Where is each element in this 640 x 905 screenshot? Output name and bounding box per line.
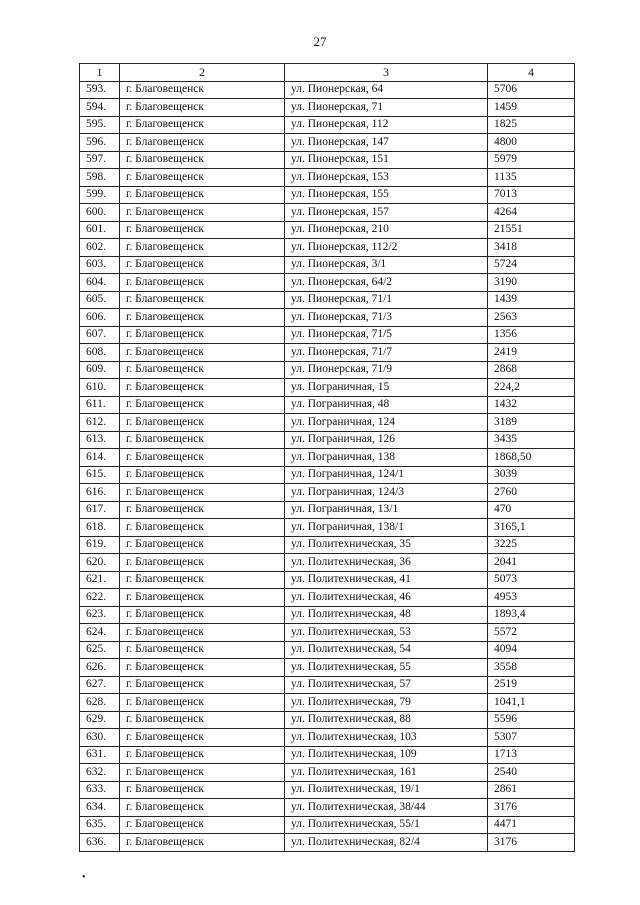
area-cell: 1868,50 [488,449,575,467]
city-cell: г. Благовещенск [120,449,285,467]
row-number-cell: 594. [80,99,120,117]
area-cell: 5706 [488,81,575,99]
area-cell: 1439 [488,291,575,309]
row-number-cell: 631. [80,746,120,764]
row-number-cell: 632. [80,764,120,782]
city-cell: г. Благовещенск [120,484,285,502]
city-cell: г. Благовещенск [120,256,285,274]
area-cell: 1713 [488,746,575,764]
address-cell: ул. Политехническая, 46 [285,589,488,607]
address-table [79,63,575,852]
city-cell: г. Благовещенск [120,641,285,659]
city-cell: г. Благовещенск [120,239,285,257]
row-number-cell: 627. [80,676,120,694]
row-number-cell: 617. [80,501,120,519]
table-row [80,309,575,327]
table-row [80,431,575,449]
row-number-cell: 606. [80,309,120,327]
area-cell: 1432 [488,396,575,414]
area-cell: 2041 [488,554,575,572]
row-number-cell: 610. [80,379,120,397]
area-cell: 3225 [488,536,575,554]
city-cell: г. Благовещенск [120,169,285,187]
row-number-cell: 595. [80,116,120,134]
city-cell: г. Благовещенск [120,816,285,834]
area-cell: 7013 [488,186,575,204]
address-cell: ул. Пионерская, 151 [285,151,488,169]
area-cell: 4264 [488,204,575,222]
area-cell: 3176 [488,799,575,817]
row-number-cell: 608. [80,344,120,362]
table-row [80,326,575,344]
address-cell: ул. Пионерская, 71 [285,99,488,117]
table-row [80,291,575,309]
row-number-cell: 633. [80,781,120,799]
city-cell: г. Благовещенск [120,781,285,799]
area-cell: 1893,4 [488,606,575,624]
city-cell: г. Благовещенск [120,344,285,362]
city-cell: г. Благовещенск [120,134,285,152]
table-row [80,659,575,677]
table-row [80,466,575,484]
address-cell: ул. Пионерская, 71/5 [285,326,488,344]
area-cell: 3176 [488,834,575,852]
area-cell: 2419 [488,344,575,362]
address-cell: ул. Политехническая, 88 [285,711,488,729]
area-cell: 5596 [488,711,575,729]
margin-dot: • [82,872,86,883]
table-row [80,239,575,257]
address-cell: ул. Политехническая, 55 [285,659,488,677]
table-row [80,711,575,729]
address-cell: ул. Пионерская, 64/2 [285,274,488,292]
table-row [80,589,575,607]
address-cell: ул. Пионерская, 112/2 [285,239,488,257]
table-row [80,746,575,764]
table-row [80,624,575,642]
table-row [80,641,575,659]
table-row [80,764,575,782]
area-cell: 2540 [488,764,575,782]
address-cell: ул. Политехническая, 38/44 [285,799,488,817]
city-cell: г. Благовещенск [120,554,285,572]
address-cell: ул. Политехническая, 55/1 [285,816,488,834]
area-cell: 3435 [488,431,575,449]
row-number-cell: 622. [80,589,120,607]
row-number-cell: 619. [80,536,120,554]
city-cell: г. Благовещенск [120,204,285,222]
row-number-cell: 620. [80,554,120,572]
city-cell: г. Благовещенск [120,291,285,309]
city-cell: г. Благовещенск [120,711,285,729]
address-cell: ул. Политехническая, 19/1 [285,781,488,799]
area-cell: 5979 [488,151,575,169]
table-row [80,221,575,239]
address-cell: ул. Политехническая, 48 [285,606,488,624]
row-number-cell: 598. [80,169,120,187]
city-cell: г. Благовещенск [120,606,285,624]
table-row [80,484,575,502]
city-cell: г. Благовещенск [120,834,285,852]
address-cell: ул. Пионерская, 71/3 [285,309,488,327]
area-cell: 5307 [488,729,575,747]
table-row [80,81,575,99]
table-row [80,151,575,169]
table-row [80,694,575,712]
row-number-cell: 601. [80,221,120,239]
address-cell: ул. Пограничная, 126 [285,431,488,449]
area-cell: 2519 [488,676,575,694]
row-number-cell: 607. [80,326,120,344]
table-row [80,396,575,414]
address-cell: ул. Пограничная, 138/1 [285,519,488,537]
area-cell: 4471 [488,816,575,834]
address-cell: ул. Пограничная, 15 [285,379,488,397]
table-body [80,81,575,851]
area-cell: 1041,1 [488,694,575,712]
row-number-cell: 604. [80,274,120,292]
area-cell: 3558 [488,659,575,677]
city-cell: г. Благовещенск [120,326,285,344]
city-cell: г. Благовещенск [120,151,285,169]
address-cell: ул. Пионерская, 153 [285,169,488,187]
city-cell: г. Благовещенск [120,799,285,817]
address-cell: ул. Пионерская, 147 [285,134,488,152]
table-row [80,606,575,624]
table-row [80,99,575,117]
row-number-cell: 628. [80,694,120,712]
table-row [80,676,575,694]
city-cell: г. Благовещенск [120,694,285,712]
row-number-cell: 614. [80,449,120,467]
address-cell: ул. Пионерская, 157 [285,204,488,222]
table-row [80,361,575,379]
area-cell: 4800 [488,134,575,152]
table-row [80,781,575,799]
table-row [80,414,575,432]
address-cell: ул. Пионерская, 64 [285,81,488,99]
area-cell: 4953 [488,589,575,607]
area-cell: 2861 [488,781,575,799]
address-cell: ул. Политехническая, 161 [285,764,488,782]
row-number-cell: 600. [80,204,120,222]
address-cell: ул. Пионерская, 71/7 [285,344,488,362]
city-cell: г. Благовещенск [120,309,285,327]
table-row [80,379,575,397]
table-row [80,501,575,519]
area-cell: 2760 [488,484,575,502]
table-row [80,834,575,852]
address-cell: ул. Пионерская, 210 [285,221,488,239]
row-number-cell: 626. [80,659,120,677]
row-number-cell: 636. [80,834,120,852]
city-cell: г. Благовещенск [120,274,285,292]
row-number-cell: 597. [80,151,120,169]
city-cell: г. Благовещенск [120,676,285,694]
table-row [80,571,575,589]
table-row [80,169,575,187]
area-cell: 3189 [488,414,575,432]
area-cell: 1356 [488,326,575,344]
city-cell: г. Благовещенск [120,764,285,782]
city-cell: г. Благовещенск [120,116,285,134]
city-cell: г. Благовещенск [120,361,285,379]
address-cell: ул. Пионерская, 71/1 [285,291,488,309]
table-row [80,799,575,817]
city-cell: г. Благовещенск [120,186,285,204]
city-cell: г. Благовещенск [120,81,285,99]
city-cell: г. Благовещенск [120,414,285,432]
address-cell: ул. Политехническая, 103 [285,729,488,747]
address-cell: ул. Политехническая, 79 [285,694,488,712]
address-cell: ул. Политехническая, 53 [285,624,488,642]
city-cell: г. Благовещенск [120,536,285,554]
address-cell: ул. Пионерская, 3/1 [285,256,488,274]
area-cell: 1135 [488,169,575,187]
address-cell: ул. Пионерская, 71/9 [285,361,488,379]
row-number-cell: 618. [80,519,120,537]
city-cell: г. Благовещенск [120,466,285,484]
address-cell: ул. Пограничная, 124 [285,414,488,432]
area-cell: 3039 [488,466,575,484]
city-cell: г. Благовещенск [120,746,285,764]
address-cell: ул. Политехническая, 82/4 [285,834,488,852]
table-row [80,134,575,152]
row-number-cell: 616. [80,484,120,502]
area-cell: 3418 [488,239,575,257]
city-cell: г. Благовещенск [120,379,285,397]
city-cell: г. Благовещенск [120,431,285,449]
address-cell: ул. Политехническая, 36 [285,554,488,572]
area-cell: 224,2 [488,379,575,397]
area-cell: 470 [488,501,575,519]
city-cell: г. Благовещенск [120,221,285,239]
city-cell: г. Благовещенск [120,571,285,589]
table-row [80,274,575,292]
area-cell: 4094 [488,641,575,659]
city-cell: г. Благовещенск [120,659,285,677]
city-cell: г. Благовещенск [120,396,285,414]
table-row [80,816,575,834]
table-row [80,729,575,747]
table-row [80,519,575,537]
row-number-cell: 599. [80,186,120,204]
row-number-cell: 630. [80,729,120,747]
table-row [80,256,575,274]
address-cell: ул. Пограничная, 124/3 [285,484,488,502]
row-number-cell: 621. [80,571,120,589]
row-number-cell: 596. [80,134,120,152]
row-number-cell: 611. [80,396,120,414]
row-number-cell: 609. [80,361,120,379]
city-cell: г. Благовещенск [120,519,285,537]
address-cell: ул. Политехническая, 109 [285,746,488,764]
table-header-row [80,64,575,82]
address-cell: ул. Пионерская, 112 [285,116,488,134]
city-cell: г. Благовещенск [120,99,285,117]
address-cell: ул. Политехническая, 54 [285,641,488,659]
area-cell: 3165,1 [488,519,575,537]
address-cell: ул. Пограничная, 48 [285,396,488,414]
row-number-cell: 635. [80,816,120,834]
row-number-cell: 624. [80,624,120,642]
row-number-cell: 625. [80,641,120,659]
table-row [80,536,575,554]
address-cell: ул. Политехническая, 35 [285,536,488,554]
area-cell: 5572 [488,624,575,642]
address-cell: ул. Пограничная, 138 [285,449,488,467]
column-header: 3 [285,64,488,82]
column-header: 4 [488,64,575,82]
table-row [80,449,575,467]
table-row [80,554,575,572]
page-number: 27 [313,34,327,49]
row-number-cell: 612. [80,414,120,432]
city-cell: г. Благовещенск [120,729,285,747]
row-number-cell: 605. [80,291,120,309]
address-cell: ул. Политехническая, 57 [285,676,488,694]
area-cell: 21551 [488,221,575,239]
area-cell: 2868 [488,361,575,379]
row-number-cell: 615. [80,466,120,484]
row-number-cell: 629. [80,711,120,729]
column-header: 1 [80,64,120,82]
address-cell: ул. Пионерская, 155 [285,186,488,204]
table-row [80,186,575,204]
table-row [80,344,575,362]
area-cell: 1825 [488,116,575,134]
address-cell: ул. Пограничная, 124/1 [285,466,488,484]
row-number-cell: 602. [80,239,120,257]
area-cell: 2563 [488,309,575,327]
address-cell: ул. Пограничная, 13/1 [285,501,488,519]
area-cell: 3190 [488,274,575,292]
city-cell: г. Благовещенск [120,589,285,607]
row-number-cell: 623. [80,606,120,624]
area-cell: 5073 [488,571,575,589]
city-cell: г. Благовещенск [120,501,285,519]
table-row [80,204,575,222]
row-number-cell: 593. [80,81,120,99]
column-header: 2 [120,64,285,82]
address-cell: ул. Политехническая, 41 [285,571,488,589]
area-cell: 1459 [488,99,575,117]
row-number-cell: 634. [80,799,120,817]
table-row [80,116,575,134]
city-cell: г. Благовещенск [120,624,285,642]
row-number-cell: 613. [80,431,120,449]
row-number-cell: 603. [80,256,120,274]
area-cell: 5724 [488,256,575,274]
